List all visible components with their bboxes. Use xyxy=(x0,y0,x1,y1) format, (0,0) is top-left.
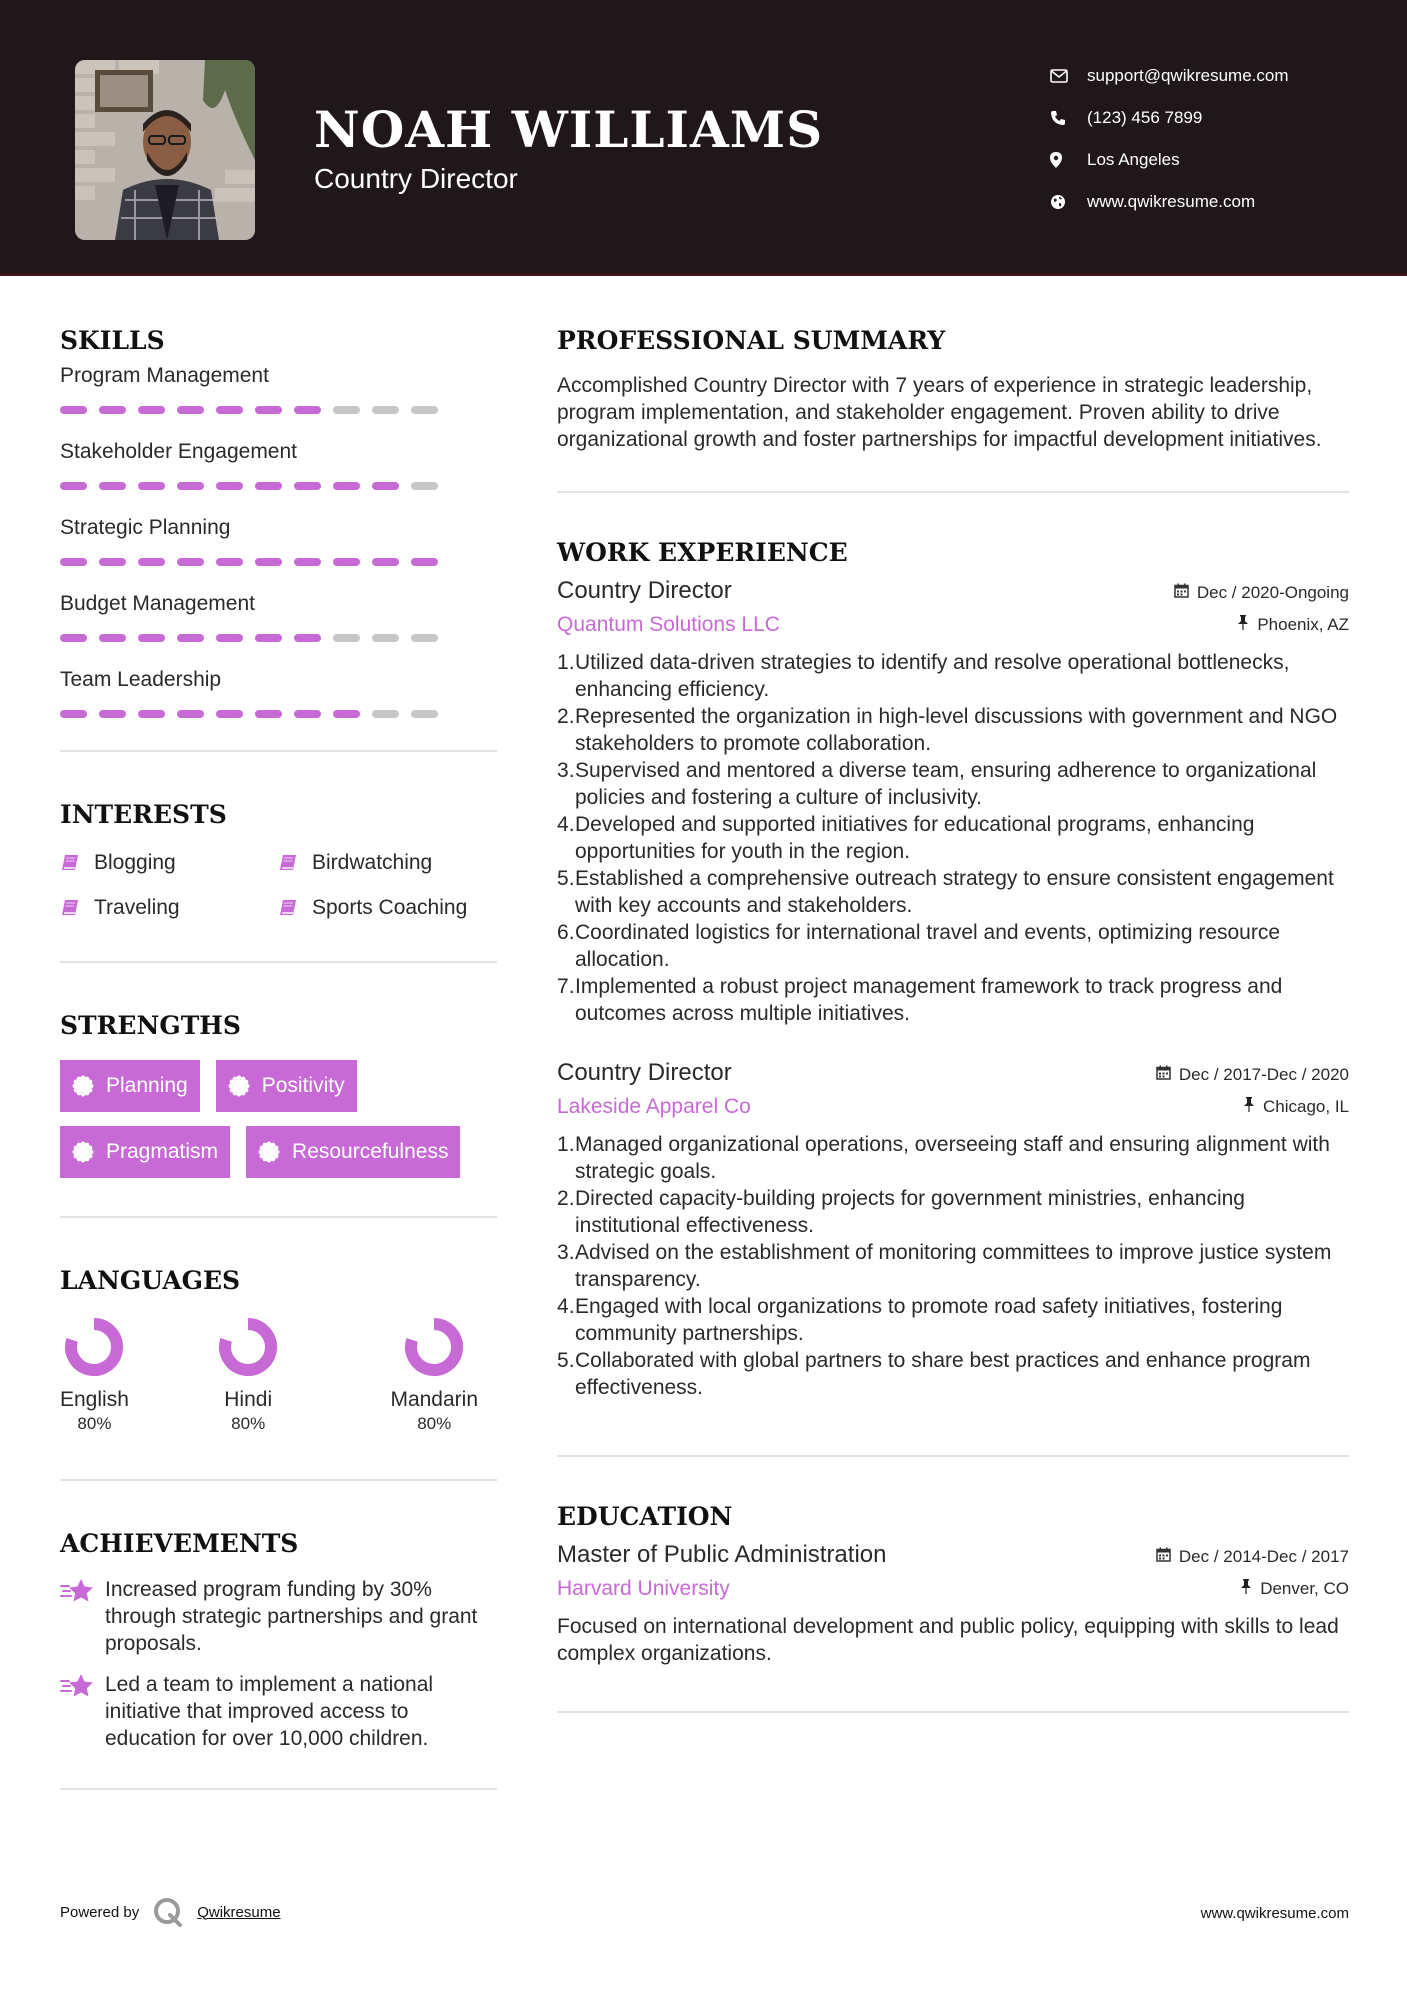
skill-level-dash xyxy=(99,482,126,490)
strengths-list xyxy=(60,1060,497,1178)
job-date xyxy=(1156,1065,1349,1085)
candidate-role: Country Director xyxy=(314,163,518,194)
skill-level-bar xyxy=(60,552,497,588)
education-divider xyxy=(557,1711,1349,1713)
language-ring xyxy=(195,1317,302,1382)
skill-level-dash xyxy=(177,710,204,718)
powered-by-label: Powered by xyxy=(60,1903,140,1921)
envelope-icon xyxy=(1050,69,1087,83)
skill-level-dash xyxy=(372,634,399,642)
skill-level-dash xyxy=(60,634,87,642)
strength-label: Positivity xyxy=(261,1074,345,1097)
skill-level-dash xyxy=(255,634,282,642)
skill-level-dash xyxy=(216,634,243,642)
summary-text: Accomplished Country Director with 7 years of experience in strategic leadership, program implementation, and stakeholder engagement. Proven ability to drive organizational growth and foster partnerships for impactful development initiatives. xyxy=(557,374,1322,451)
strength-chip xyxy=(216,1060,357,1112)
experience-title: WORK EXPERIENCE xyxy=(557,538,848,567)
skill-level-dash xyxy=(138,406,165,414)
skill-level-dash xyxy=(411,406,438,414)
job-date-text: Dec / 2017-Dec / 2020 xyxy=(1178,1065,1349,1084)
book-icon xyxy=(278,898,312,918)
job-bullet: Managed organizational operations, overseeing staff and ensuring alignment with strategic goals. xyxy=(575,1133,1330,1183)
interests-title: INTERESTS xyxy=(60,800,227,829)
globe-icon xyxy=(1050,194,1087,210)
candidate-name: NOAH WILLIAMS xyxy=(314,100,824,159)
job-subheader xyxy=(557,1095,1349,1119)
job-title: Country Director xyxy=(557,577,732,604)
job-bullet: Directed capacity-building projects for government ministries, enhancing institutional effectiveness. xyxy=(575,1187,1245,1237)
education-date-text: Dec / 2014-Dec / 2017 xyxy=(1178,1547,1349,1566)
language-ring xyxy=(371,1317,497,1382)
skill-level-dash xyxy=(255,482,282,490)
interest-label: Birdwatching xyxy=(312,850,433,874)
skill-item xyxy=(60,512,497,588)
skill-level-dash xyxy=(177,482,204,490)
education-date xyxy=(1156,1547,1349,1567)
skill-level-dash xyxy=(177,558,204,566)
education-location xyxy=(1240,1579,1349,1599)
skill-level-dash xyxy=(99,558,126,566)
achievement-text: Led a team to implement a national initiative that improved access to education for over 10,000 children. xyxy=(105,1673,434,1750)
skill-level-dash xyxy=(372,558,399,566)
map-pin-icon xyxy=(1050,152,1087,168)
job-location-text: Chicago, IL xyxy=(1263,1097,1349,1116)
skill-level-dash xyxy=(216,482,243,490)
contact-email[interactable] xyxy=(1050,55,1390,97)
skill-level-dash xyxy=(60,710,87,718)
job-bullets xyxy=(557,1131,1349,1401)
skill-level-dash xyxy=(255,558,282,566)
burst-icon xyxy=(72,1075,94,1097)
achievements-title: ACHIEVEMENTS xyxy=(60,1529,299,1558)
interest-label: Blogging xyxy=(94,850,176,874)
book-icon xyxy=(60,853,94,873)
skill-item xyxy=(60,360,497,436)
skills-title: SKILLS xyxy=(60,326,165,355)
skill-level-dash xyxy=(99,710,126,718)
language-item xyxy=(371,1317,497,1434)
achievement-item xyxy=(60,1671,497,1752)
star-icon xyxy=(60,1576,105,1657)
skill-level-bar xyxy=(60,704,497,740)
strengths-title: STRENGTHS xyxy=(60,1011,241,1040)
job-bullet: Developed and supported initiatives for educational programs, enhancing opportunities for youth in the region. xyxy=(575,813,1255,863)
skills-list xyxy=(60,360,497,740)
strength-label: Pragmatism xyxy=(106,1140,219,1163)
skill-level-dash xyxy=(99,634,126,642)
burst-icon xyxy=(228,1075,250,1097)
job-bullets xyxy=(557,649,1349,1027)
skill-name: Stakeholder Engagement xyxy=(60,440,297,463)
skill-level-dash xyxy=(294,558,321,566)
contact-location xyxy=(1050,139,1390,181)
skill-level-dash xyxy=(294,634,321,642)
skill-level-dash xyxy=(411,634,438,642)
phone-icon xyxy=(1050,110,1087,126)
job-subheader xyxy=(557,613,1349,637)
job-date-text: Dec / 2020-Ongoing xyxy=(1196,583,1349,602)
education-degree: Master of Public Administration xyxy=(557,1541,887,1568)
job-entry xyxy=(557,577,1349,1027)
skill-level-dash xyxy=(333,710,360,718)
skill-level-dash xyxy=(294,482,321,490)
strength-row xyxy=(60,1060,497,1112)
burst-icon xyxy=(258,1141,280,1163)
pushpin-icon xyxy=(1240,1579,1252,1599)
strength-chip xyxy=(60,1126,230,1178)
summary-title: PROFESSIONAL SUMMARY xyxy=(557,326,946,355)
contact-website-text: www.qwikresume.com xyxy=(1087,192,1256,211)
calendar-icon xyxy=(1174,583,1189,603)
interest-item xyxy=(278,892,496,923)
skill-name: Team Leadership xyxy=(60,668,222,691)
burst-icon xyxy=(72,1141,94,1163)
language-name: Mandarin xyxy=(390,1388,479,1411)
footer-url[interactable]: www.qwikresume.com xyxy=(1200,1905,1349,1922)
strength-row xyxy=(60,1126,497,1178)
calendar-icon xyxy=(1156,1065,1171,1085)
skill-level-dash xyxy=(411,558,438,566)
skill-level-dash xyxy=(138,482,165,490)
interest-label: Sports Coaching xyxy=(312,895,468,919)
contact-location-text: Los Angeles xyxy=(1087,150,1180,169)
skill-level-dash xyxy=(372,482,399,490)
language-item xyxy=(195,1317,302,1434)
star-icon xyxy=(60,1671,105,1752)
job-bullet: Engaged with local organizations to promote road safety initiatives, fostering community partnerships. xyxy=(575,1295,1283,1345)
pushpin-icon xyxy=(1243,1097,1255,1117)
skill-level-dash xyxy=(255,406,282,414)
left-column xyxy=(60,276,497,1790)
skill-item xyxy=(60,436,497,512)
language-percent: 80% xyxy=(77,1414,112,1433)
resume-header xyxy=(0,0,1407,276)
achievements-divider xyxy=(60,1788,497,1790)
pushpin-icon xyxy=(1237,615,1249,635)
contact-phone[interactable] xyxy=(1050,97,1390,139)
strength-label: Resourcefulness xyxy=(292,1140,449,1163)
achievement-item xyxy=(60,1576,497,1657)
contact-website[interactable] xyxy=(1050,181,1390,223)
job-date xyxy=(1174,583,1349,603)
skill-level-dash xyxy=(138,634,165,642)
skill-level-dash xyxy=(333,558,360,566)
achievement-text: Increased program funding by 30% through strategic partnerships and grant proposals. xyxy=(105,1578,478,1655)
language-name: Hindi xyxy=(224,1388,273,1411)
skill-level-dash xyxy=(60,558,87,566)
skill-item xyxy=(60,588,497,664)
skill-level-dash xyxy=(216,710,243,718)
job-bullet: Implemented a robust project management framework to track progress and outcomes across multiple initiatives. xyxy=(575,975,1283,1025)
skill-level-dash xyxy=(255,710,282,718)
languages-list xyxy=(60,1317,497,1434)
contact-email-text: support@qwikresume.com xyxy=(1087,66,1289,85)
education-location-text: Denver, CO xyxy=(1260,1579,1349,1598)
contact-list xyxy=(1050,55,1390,223)
education-description: Focused on international development and public policy, equipping with skills to lead complex organizations. xyxy=(557,1615,1339,1665)
job-entry xyxy=(557,1059,1349,1401)
book-icon xyxy=(278,853,312,873)
skill-name: Strategic Planning xyxy=(60,516,231,539)
job-header xyxy=(557,577,1349,605)
skill-level-dash xyxy=(60,406,87,414)
job-company: Lakeside Apparel Co xyxy=(557,1095,751,1118)
languages-title: LANGUAGES xyxy=(60,1266,241,1295)
strength-label: Planning xyxy=(106,1074,188,1097)
job-bullet: Collaborated with global partners to share best practices and enhance program effectiveness. xyxy=(575,1349,1311,1399)
skill-level-bar xyxy=(60,628,497,664)
language-item xyxy=(60,1317,129,1434)
language-ring xyxy=(60,1317,129,1382)
language-name: English xyxy=(60,1388,129,1411)
skill-level-dash xyxy=(333,482,360,490)
footer-powered-by xyxy=(60,1897,281,1927)
education-entry xyxy=(557,1541,1349,1667)
skill-level-dash xyxy=(333,406,360,414)
skill-level-dash xyxy=(372,710,399,718)
profile-photo xyxy=(75,60,255,240)
skill-level-dash xyxy=(411,482,438,490)
achievements-list xyxy=(60,1576,497,1752)
book-icon xyxy=(60,898,94,918)
job-bullet: Represented the organization in high-level discussions with government and NGO stakeholders to promote collaboration. xyxy=(575,705,1338,755)
education-title: EDUCATION xyxy=(557,1502,733,1531)
skill-name: Budget Management xyxy=(60,592,255,615)
jobs-list xyxy=(557,577,1349,1401)
skill-level-dash xyxy=(333,634,360,642)
language-percent: 80% xyxy=(417,1414,452,1433)
interest-item xyxy=(60,892,278,923)
skill-name: Program Management xyxy=(60,364,269,387)
language-percent: 80% xyxy=(231,1414,266,1433)
job-bullet: Established a comprehensive outreach strategy to ensure consistent engagement with key accounts and stakeholders. xyxy=(575,867,1334,917)
job-bullet: Advised on the establishment of monitoring committees to improve justice system transparency. xyxy=(575,1241,1332,1291)
job-location-text: Phoenix, AZ xyxy=(1257,615,1349,634)
qwikresume-logo-icon xyxy=(153,1897,183,1927)
job-bullet: Utilized data-driven strategies to identify and resolve operational bottlenecks, enhancing efficiency. xyxy=(575,651,1290,701)
job-location xyxy=(1237,615,1349,635)
interest-item xyxy=(60,847,278,878)
skill-level-dash xyxy=(177,406,204,414)
skill-level-dash xyxy=(60,482,87,490)
job-header xyxy=(557,1059,1349,1087)
contact-phone-text: (123) 456 7899 xyxy=(1087,108,1203,127)
skill-level-dash xyxy=(294,406,321,414)
qwikresume-link[interactable]: Qwikresume xyxy=(197,1903,281,1921)
skill-level-dash xyxy=(411,710,438,718)
strength-chip xyxy=(246,1126,460,1178)
skill-level-dash xyxy=(138,558,165,566)
skill-level-dash xyxy=(99,406,126,414)
skill-level-dash xyxy=(216,558,243,566)
job-title: Country Director xyxy=(557,1059,732,1086)
interest-label: Traveling xyxy=(94,895,180,919)
skill-level-bar xyxy=(60,400,497,436)
skill-level-dash xyxy=(177,634,204,642)
skill-level-dash xyxy=(138,710,165,718)
education-school: Harvard University xyxy=(557,1577,730,1600)
right-column xyxy=(557,276,1349,1713)
interest-item xyxy=(278,847,496,878)
calendar-icon xyxy=(1156,1547,1171,1567)
interests-list xyxy=(60,847,497,923)
job-company: Quantum Solutions LLC xyxy=(557,613,780,636)
job-location xyxy=(1243,1097,1349,1117)
job-bullet: Supervised and mentored a diverse team, ensuring adherence to organizational policies and fostering a culture of inclusivity. xyxy=(575,759,1317,809)
skill-item xyxy=(60,664,497,740)
job-bullet: Coordinated logistics for international travel and events, optimizing resource allocation. xyxy=(575,921,1281,971)
strength-chip xyxy=(60,1060,200,1112)
skill-level-dash xyxy=(294,710,321,718)
skill-level-dash xyxy=(216,406,243,414)
skill-level-bar xyxy=(60,476,497,512)
skill-level-dash xyxy=(372,406,399,414)
